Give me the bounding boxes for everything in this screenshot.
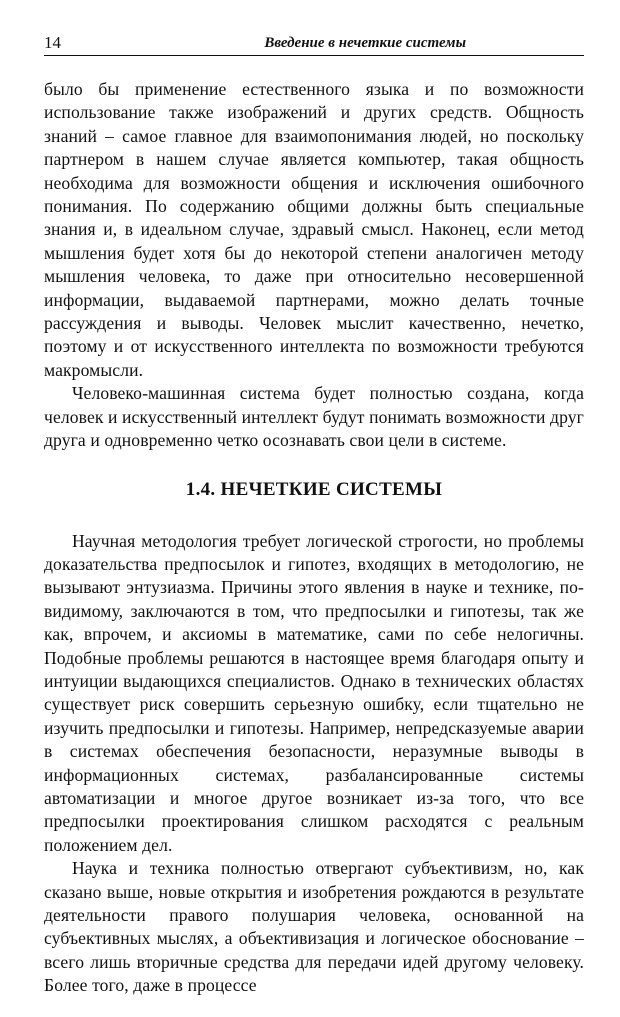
- paragraph: Человеко-машинная система будет полностью создана, когда человек и искусственный интеллект будут понимать возможности друг друга и одновременно четко осознавать свои цели в системе.: [44, 383, 584, 451]
- running-head: [44, 32, 584, 56]
- paragraph: Научная методология требует логической строгости, но проблемы доказательства предпосылок и гипотез, входящих в методологию, не вызывают энтузиазма. Причины этого явления в науке и технике, по-видимому, заключаются в том, что предпосылки и гипотезы, так же как, впрочем, и аксиомы в математике, сами по себе нелогичны. Подобные проблемы решаются в настоящее время благодаря опыту и интуиции выдающихся специалистов. Однако в технических областях существует риск совершить серьезную ошибку, если тщательно не изучить предпосылки и гипотезы. Например, непредсказуемые аварии в системах обеспечения безопасности, неразумные выводы в информационных системах, разбалансированные системы автоматизации и многое другое возникает из-за того, что все предпосылки проектирования слишком расходятся с реальным положением дел.: [44, 530, 584, 855]
- page-number: 14: [44, 33, 61, 52]
- paragraph-continued: было бы применение естественного языка и по возможности использование также изображений и других средств. Общность знаний – самое главное для взаимопонимания людей, но поскольку партнером в нашем случае является компьютер, такая общность необходима для возможности общения и исключения ошибочного понимания. По содержанию общими должны быть специальные знания и, в идеальном случае, здравый смысл. Наконец, если метод мышления будет хотя бы до некоторой степени аналогичен методу мышления человека, то даже при относительно несовершенной информации, выдаваемой партнерами, можно делать точные рассуждения и выводы. Человек мыслит качественно, нечетко, поэтому и от искусственного интеллекта по возможности требуются макромысли.: [44, 79, 584, 380]
- book-page: [44, 32, 584, 998]
- section-heading: 1.4. НЕЧЕТКИЕ СИСТЕМЫ: [185, 478, 443, 500]
- running-title: Введение в нечеткие системы: [264, 35, 466, 51]
- paragraph: Наука и техника полностью отвергают субъективизм, но, как сказано выше, новые открытия и изобретения рождаются в результате деятельности правого полушария человека, основанной на субъективных мыслях, а объективизация и логическое обоснование – всего лишь вторичные средства для передачи идей другому человеку. Более того, даже в процессе: [44, 858, 584, 996]
- body-text: [44, 78, 584, 998]
